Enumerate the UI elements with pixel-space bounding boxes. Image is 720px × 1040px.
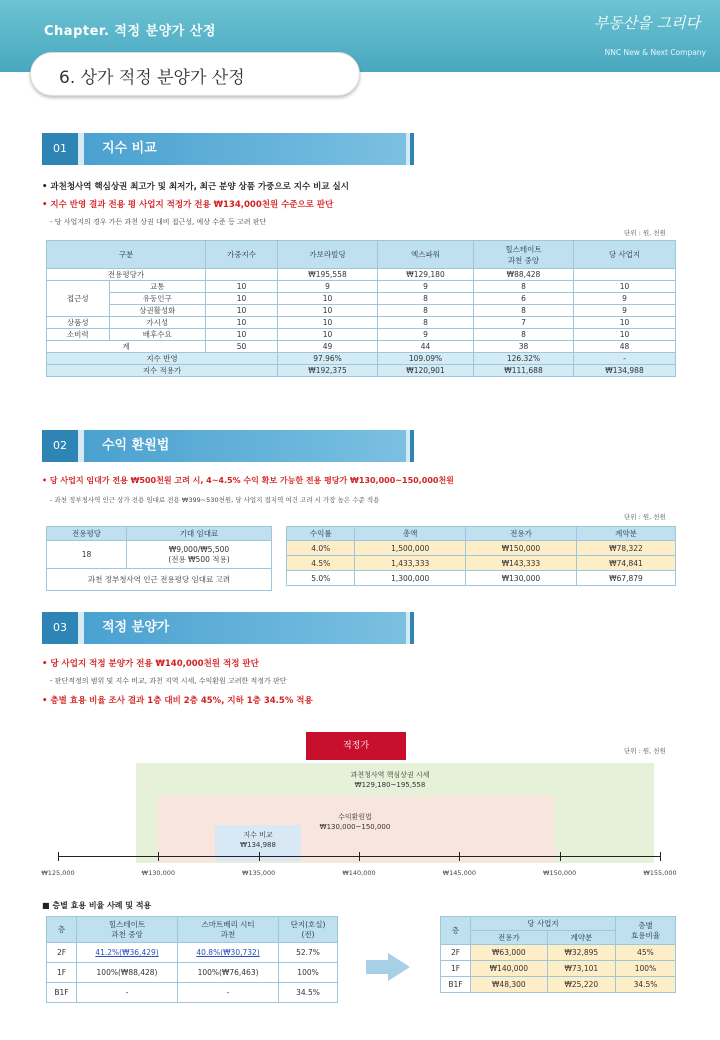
table-row: 5.0% 1,300,000 ₩130,000 ₩67,879	[287, 571, 676, 586]
axis-tick-label: ₩135,000	[242, 869, 276, 877]
section-3-header	[42, 612, 414, 644]
section-title: 지수 비교	[84, 133, 406, 165]
section-title: 수익 환원법	[84, 430, 406, 462]
section-bar	[410, 612, 414, 644]
section-1-header	[42, 133, 414, 165]
section-bar	[410, 430, 414, 462]
axis-tick	[459, 852, 460, 861]
axis-tick	[58, 852, 59, 861]
s1-bullet-2: • 지수 반영 결과 전용 평 사업지 적정가 전용 ₩134,000천원 수준으로 판단	[42, 200, 334, 210]
table-row: 18 ₩9,000/₩5,500 (전용 ₩500 적용)	[47, 541, 272, 569]
s1-bullet-1: • 과천청사역 핵심상권 최고가 및 최저가, 최근 분양 상품 가중으로 지수 비교 실시	[42, 182, 349, 192]
s3-bullet-3: • 층별 효용 비율 조사 결과 1층 대비 2층 45%, 지하 1층 34.5% 적용	[42, 696, 313, 706]
market-range-label: 과천청사역 핵심상권 시세 ₩129,180~195,558	[350, 771, 430, 789]
page-title-pill	[30, 52, 360, 96]
axis-tick	[660, 852, 661, 861]
th-area: 전용평당	[47, 527, 127, 541]
right-arrow-tail	[366, 960, 388, 974]
floor-utility-table: 층 힐스테이트 과천 중앙 스마트베리 시티 과천 단지(호실) (전) 2F 41.2%(₩36,429) 40.8%(₩30,732) 52.7% 1F 100%(₩88,428) 100%(₩76,463) 100% B1F - - 34.5%	[46, 916, 338, 1003]
table-row: 상권활성화 10 10 8 8 9	[47, 305, 676, 317]
table-row: B1F - - 34.5%	[47, 983, 338, 1003]
utility-title: ■ 층별 효용 비율 사례 및 적용	[42, 901, 152, 910]
table-row-adjusted: 지수 적용가 ₩192,375 ₩120,901 ₩111,688 ₩134,988	[47, 365, 676, 377]
table-row: B1F ₩48,300 ₩25,220 34.5%	[441, 977, 676, 993]
table-row-reflect: 지수 반영 97.96% 109.09% 126.32% -	[47, 353, 676, 365]
brand-logo: 부동산을 그리다	[593, 14, 700, 32]
s3-bullet-1: • 당 사업지 적정 분양가 전용 ₩140,000천원 적정 판단	[42, 659, 259, 669]
th-weight: 가중지수	[206, 241, 278, 269]
table-row: 4.0% 1,500,000 ₩150,000 ₩78,322	[287, 541, 676, 556]
table-row: 상품성 가시성 10 10 8 7 10	[47, 317, 676, 329]
section-number: 02	[42, 430, 78, 462]
th-col-a: 가보라빌딩	[278, 241, 378, 269]
axis-tick-label: ₩130,000	[141, 869, 175, 877]
th-col-b: 엑스파워	[378, 241, 474, 269]
th-rent: 기대 임대료	[127, 527, 272, 541]
final-price-table: 층 당 사업지 층별 효용비율 전용가 계약분 2F ₩63,000 ₩32,895 45% 1F ₩140,000 ₩73,101 100% B1F ₩48,300 ₩25,220 34.5%	[440, 916, 676, 993]
s2-unit: 단위 : 원, 천원	[624, 513, 666, 521]
axis-tick-label: ₩140,000	[342, 869, 376, 877]
axis-tick-label: ₩155,000	[643, 869, 677, 877]
table-row: 1F ₩140,000 ₩73,101 100%	[441, 961, 676, 977]
section-number: 03	[42, 612, 78, 644]
brand-subtitle: NNC New & Next Company	[604, 48, 706, 57]
page-title: 6. 상가 적정 분양가 산정	[59, 68, 245, 88]
table-row: 2F ₩63,000 ₩32,895 45%	[441, 945, 676, 961]
s2-bullet-1: • 당 사업지 임대가 전용 ₩500천원 고려 시, 4~4.5% 수익 확보 가능한 전용 평당가 ₩130,000~150,000천원	[42, 476, 454, 485]
table-row: 4.5% 1,433,333 ₩143,333 ₩74,841	[287, 556, 676, 571]
axis-tick-label: ₩145,000	[442, 869, 476, 877]
table-row: 접근성 교통 10 9 9 8 10	[47, 281, 676, 293]
section-bar	[410, 133, 414, 165]
table-row: 소비력 배후수요 10 10 9 8 10	[47, 329, 676, 341]
th-site: 당 사업지	[574, 241, 676, 269]
s3-unit: 단위 : 원, 천원	[624, 747, 666, 755]
chapter-label: Chapter. 적정 분양가 산정	[44, 24, 216, 39]
index-comparison-table	[46, 240, 676, 377]
axis-tick	[158, 852, 159, 861]
table-row: 유동인구 10 10 8 6 9	[47, 293, 676, 305]
axis-tick	[560, 852, 561, 861]
axis-tick-label: ₩125,000	[41, 869, 75, 877]
target-price-box: 적정가	[306, 732, 406, 760]
table-row-sum: 계 50 49 44 38 48	[47, 341, 676, 353]
s3-bullet-2: - 판단적정의 범위 및 지수 비교, 과천 지역 시세, 수익환원 고려한 적정가 판단	[50, 677, 287, 685]
s1-bullet-3: - 당 사업지의 경우 가든 과천 상권 대비 접근성, 예상 수준 등 고려 판단	[50, 218, 267, 226]
table-row: 전용평당가 ₩195,558 ₩129,180 ₩88,428	[47, 269, 676, 281]
table-row: 2F 41.2%(₩36,429) 40.8%(₩30,732) 52.7%	[47, 943, 338, 963]
index-value-label: 지수 비교 ₩134,988	[240, 831, 276, 849]
right-arrow-icon	[388, 953, 410, 981]
section-number: 01	[42, 133, 78, 165]
section-title: 적정 분양가	[84, 612, 406, 644]
axis-tick-label: ₩150,000	[543, 869, 577, 877]
rent-table	[46, 526, 272, 591]
axis-tick	[359, 852, 360, 861]
return-table: 수익률 총액 전용가 계약분 4.0% 1,500,000 ₩150,000 ₩78,322 4.5% 1,433,333 ₩143,333 ₩74,841 5.0% 1,300,000 ₩130,000 ₩67,879	[286, 526, 676, 586]
table-row: 1F 100%(₩88,428) 100%(₩76,463) 100%	[47, 963, 338, 983]
section-2-header	[42, 430, 414, 462]
axis-tick	[259, 852, 260, 861]
income-range-label: 수익환원법 ₩130,000~150,000	[319, 813, 391, 831]
th-category: 구분	[47, 241, 206, 269]
table-row: 과천 정부청사역 인근 전용평당 임대료 고려	[47, 569, 272, 591]
s1-unit: 단위 : 원, 천원	[624, 229, 666, 237]
th-col-c: 힐스테이트 과천 중앙	[474, 241, 574, 269]
s2-bullet-2: - 과천 정부청사역 인근 상가 전용 임대료 전용 ₩399~530천원, 당 사업지 접지역 여건 고려 시 가장 높은 수준 적용	[50, 496, 380, 504]
